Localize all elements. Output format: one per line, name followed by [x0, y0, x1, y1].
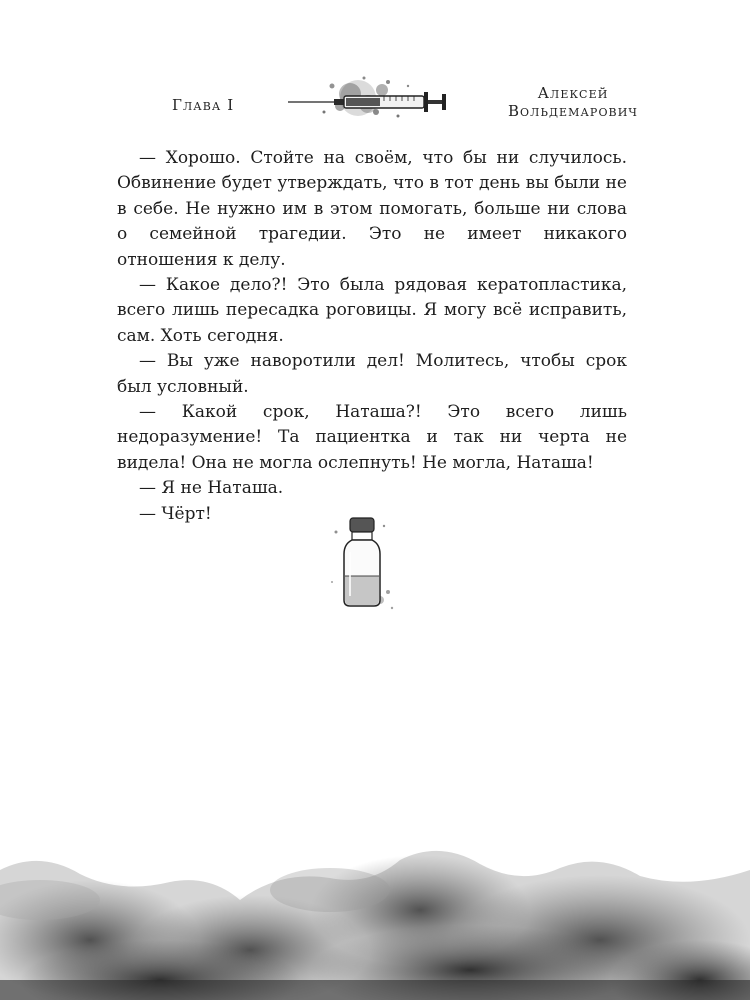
author-first-name: Алексей	[537, 84, 609, 102]
author-name	[498, 84, 648, 120]
body-text	[117, 146, 627, 527]
paragraph: — Хорошо. Стойте на своём, что бы ни случилось. Обвинение будет утверждать, что в тот день вы были не в себе. Не нужно им в этом помогать, больше ни слова о семейной трагедии. Это не имеет никакого отношения к делу.	[117, 148, 627, 270]
chapter-title: Глава I	[172, 96, 235, 114]
vial-icon	[322, 512, 402, 616]
paragraph: — Вы уже наворотили дел! Молитесь, чтобы срок был условный.	[117, 351, 627, 397]
author-patronymic: Вольдемарович	[507, 102, 639, 120]
paragraph: — Какое дело?! Это была рядовая кератопластика, всего лишь пересадка роговицы. Я могу всё исправить, сам. Хоть сегодня.	[117, 275, 627, 346]
paragraph: — Чёрт!	[139, 503, 212, 524]
paragraph: — Какой срок, Наташа?! Это всего лишь недоразумение! Та пациентка и так ни черта не видела! Она не могла ослепнуть! Не могла, Наташа!	[117, 402, 627, 473]
paragraph: — Я не Наташа.	[139, 478, 284, 499]
syringe-icon	[288, 72, 458, 128]
ink-smoke-decoration	[0, 830, 750, 1000]
